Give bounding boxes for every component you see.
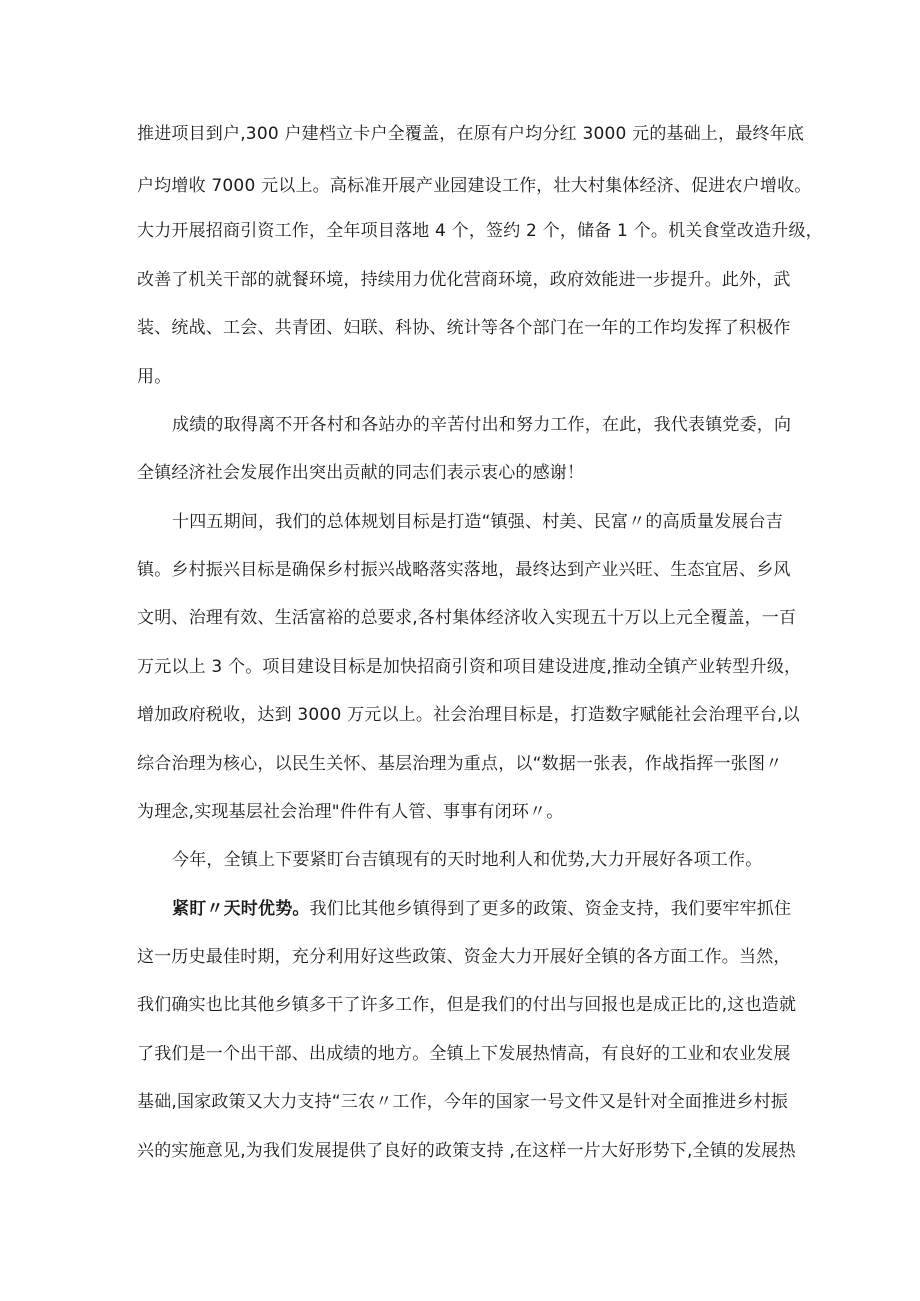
paragraph-1-line-6: 用。 xyxy=(137,367,172,387)
paragraph-5-line-3: 我们确实也比其他乡镇多干了许多工作，但是我们的付出与回报也是成正比的,这也造就 xyxy=(137,995,797,1015)
paragraph-3-line-2: 镇。乡村振兴目标是确保乡村振兴战略落实落地，最终达到产业兴旺、生态宜居、乡风 xyxy=(137,560,791,580)
paragraph-5-line-4: 了我们是一个出干部、出成绩的地方。全镇上下发展热情高，有良好的工业和农业发展 xyxy=(137,1044,791,1064)
paragraph-5-heading: 紧盯〃天时优势。 xyxy=(172,899,310,919)
paragraph-1-line-5: 装、统战、工会、共青团、妇联、科协、统计等各个部门在一年的工作均发挥了积极作 xyxy=(137,318,791,338)
paragraph-2-line-2: 全镇经济社会发展作出突出贡献的同志们表示衷心的感谢！ xyxy=(137,463,585,483)
paragraph-5-line-2: 这一历史最佳时期，充分利用好这些政策、资金大力开展好全镇的各方面工作。当然， xyxy=(137,947,791,967)
paragraph-1-line-2: 户均增收 7000 元以上。高标准开展产业园建设工作，壮大村集体经济、促进农户增收。 xyxy=(137,176,812,196)
paragraph-5-line-1 xyxy=(172,897,797,921)
paragraph-3-line-1: 十四五期间，我们的总体规划目标是打造“镇强、村美、民富〃的高质量发展台吉 xyxy=(172,512,784,532)
paragraph-5-line-5: 基础,国家政策又大力支持“三农〃工作，今年的国家一号文件又是针对全面推进乡村振 xyxy=(137,1092,789,1112)
paragraph-3-line-4: 万元以上 3 个。项目建设目标是加快招商引资和项目建设进度,推动全镇产业转型升级， xyxy=(137,657,802,677)
paragraph-4-line-1: 今年，全镇上下要紧盯台吉镇现有的天时地利人和优势,大力开展好各项工作。 xyxy=(172,850,763,870)
paragraph-5-first-line-text: 我们比其他乡镇得到了更多的政策、资金支持，我们要牢牢抓住 xyxy=(309,899,792,919)
paragraph-1-line-1: 推进项目到户,300 户建档立卡户全覆盖，在原有户均分红 3000 元的基础上，最终年底 xyxy=(137,124,805,144)
paragraph-3-line-7: 为理念,实现基层社会治理"件件有人管、事事有闭环〃。 xyxy=(137,802,564,822)
paragraph-3-line-6: 综合治理为核心，以民生关怀、基层治理为重点，以“数据一张表，作战指挥一张图〃 xyxy=(137,754,783,774)
paragraph-5-line-6: 兴的实施意见,为我们发展提供了良好的政策支持 ,在这样一片大好形势下,全镇的发展热 xyxy=(137,1141,796,1161)
paragraph-1-line-3: 大力开展招商引资工作，全年项目落地 4 个，签约 2 个，储备 1 个。机关食堂改造升级， xyxy=(137,221,823,241)
paragraph-3-line-5: 增加政府税收，达到 3000 万元以上。社会治理目标是，打造数字赋能社会治理平台,以 xyxy=(137,705,800,725)
paragraph-2-line-1: 成绩的取得离不开各村和各站办的辛苦付出和努力工作，在此，我代表镇党委，向 xyxy=(172,415,792,435)
paragraph-1-line-4: 改善了机关干部的就餐环境，持续用力优化营商环境，政府效能进一步提升。此外，武 xyxy=(137,270,791,290)
paragraph-3-line-3: 文明、治理有效、生活富裕的总要求,各村集体经济收入实现五十万以上元全覆盖，一百 xyxy=(137,608,797,628)
